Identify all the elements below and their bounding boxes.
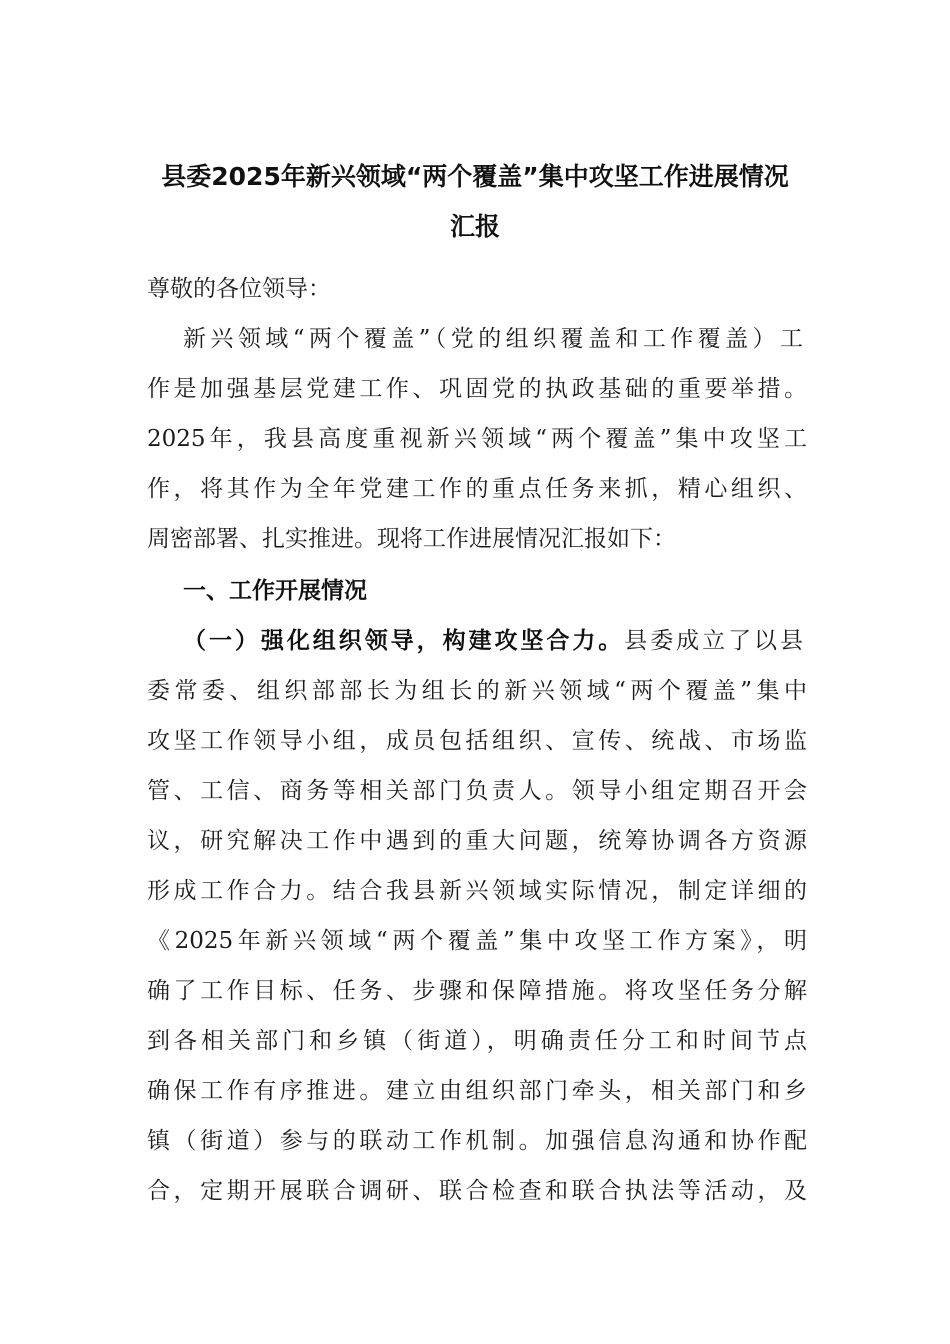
section-1-1-first-line bbox=[183, 626, 803, 656]
section-1-1-line-10: 确保工作有序推进。建立由组织部门牵头，相关部门和乡 bbox=[147, 1078, 807, 1104]
salutation: 尊敬的各位领导： bbox=[147, 276, 331, 302]
intro-line-2: 作是加强基层党建工作、巩固党的执政基础的重要举措。 bbox=[147, 376, 807, 402]
document-title-line-1: 县委2025年新兴领域“两个覆盖”集中攻坚工作进展情况 bbox=[161, 162, 789, 191]
section-1-1-line-2: 委常委、组织部部长为组长的新兴领域“两个覆盖”集中 bbox=[147, 678, 807, 704]
document-title-line-2: 汇报 bbox=[449, 212, 500, 241]
section-1-1-line-5: 议，研究解决工作中遇到的重大问题，统筹协调各方资源 bbox=[147, 828, 807, 854]
section-1-1-line-9: 到各相关部门和乡镇（街道），明确责任分工和时间节点 bbox=[147, 1028, 807, 1054]
section-1-1-line-12: 合，定期开展联合调研、联合检查和联合执法等活动，及 bbox=[147, 1178, 807, 1204]
section-1-1-line-11: 镇（街道）参与的联动工作机制。加强信息沟通和协作配 bbox=[147, 1128, 807, 1154]
intro-line-5: 周密部署、扎实推进。现将工作进展情况汇报如下： bbox=[147, 526, 676, 552]
section-1-1-line-8: 确了工作目标、任务、步骤和保障措施。将攻坚任务分解 bbox=[147, 978, 807, 1004]
section-1-1-line-6: 形成工作合力。结合我县新兴领域实际情况，制定详细的 bbox=[147, 878, 807, 904]
intro-line-3: 2025年，我县高度重视新兴领域“两个覆盖”集中攻坚工 bbox=[147, 426, 807, 452]
section-1-heading: 一、工作开展情况 bbox=[183, 578, 367, 604]
intro-line-4: 作，将其作为全年党建工作的重点任务来抓，精心组织、 bbox=[147, 476, 807, 502]
section-1-1-lead: （一）强化组织领导，构建攻坚合力。 bbox=[183, 628, 625, 654]
section-1-1-line-7: 《2025年新兴领域“两个覆盖”集中攻坚工作方案》，明 bbox=[147, 928, 807, 954]
section-1-1-first-line-rest: 县委成立了以县 bbox=[624, 628, 804, 654]
section-1-1-line-3: 攻坚工作领导小组，成员包括组织、宣传、统战、市场监 bbox=[147, 728, 807, 754]
intro-line-1: 新兴领域“两个覆盖”（党的组织覆盖和工作覆盖）工 bbox=[183, 326, 803, 352]
section-1-1-line-4: 管、工信、商务等相关部门负责人。领导小组定期召开会 bbox=[147, 778, 807, 804]
